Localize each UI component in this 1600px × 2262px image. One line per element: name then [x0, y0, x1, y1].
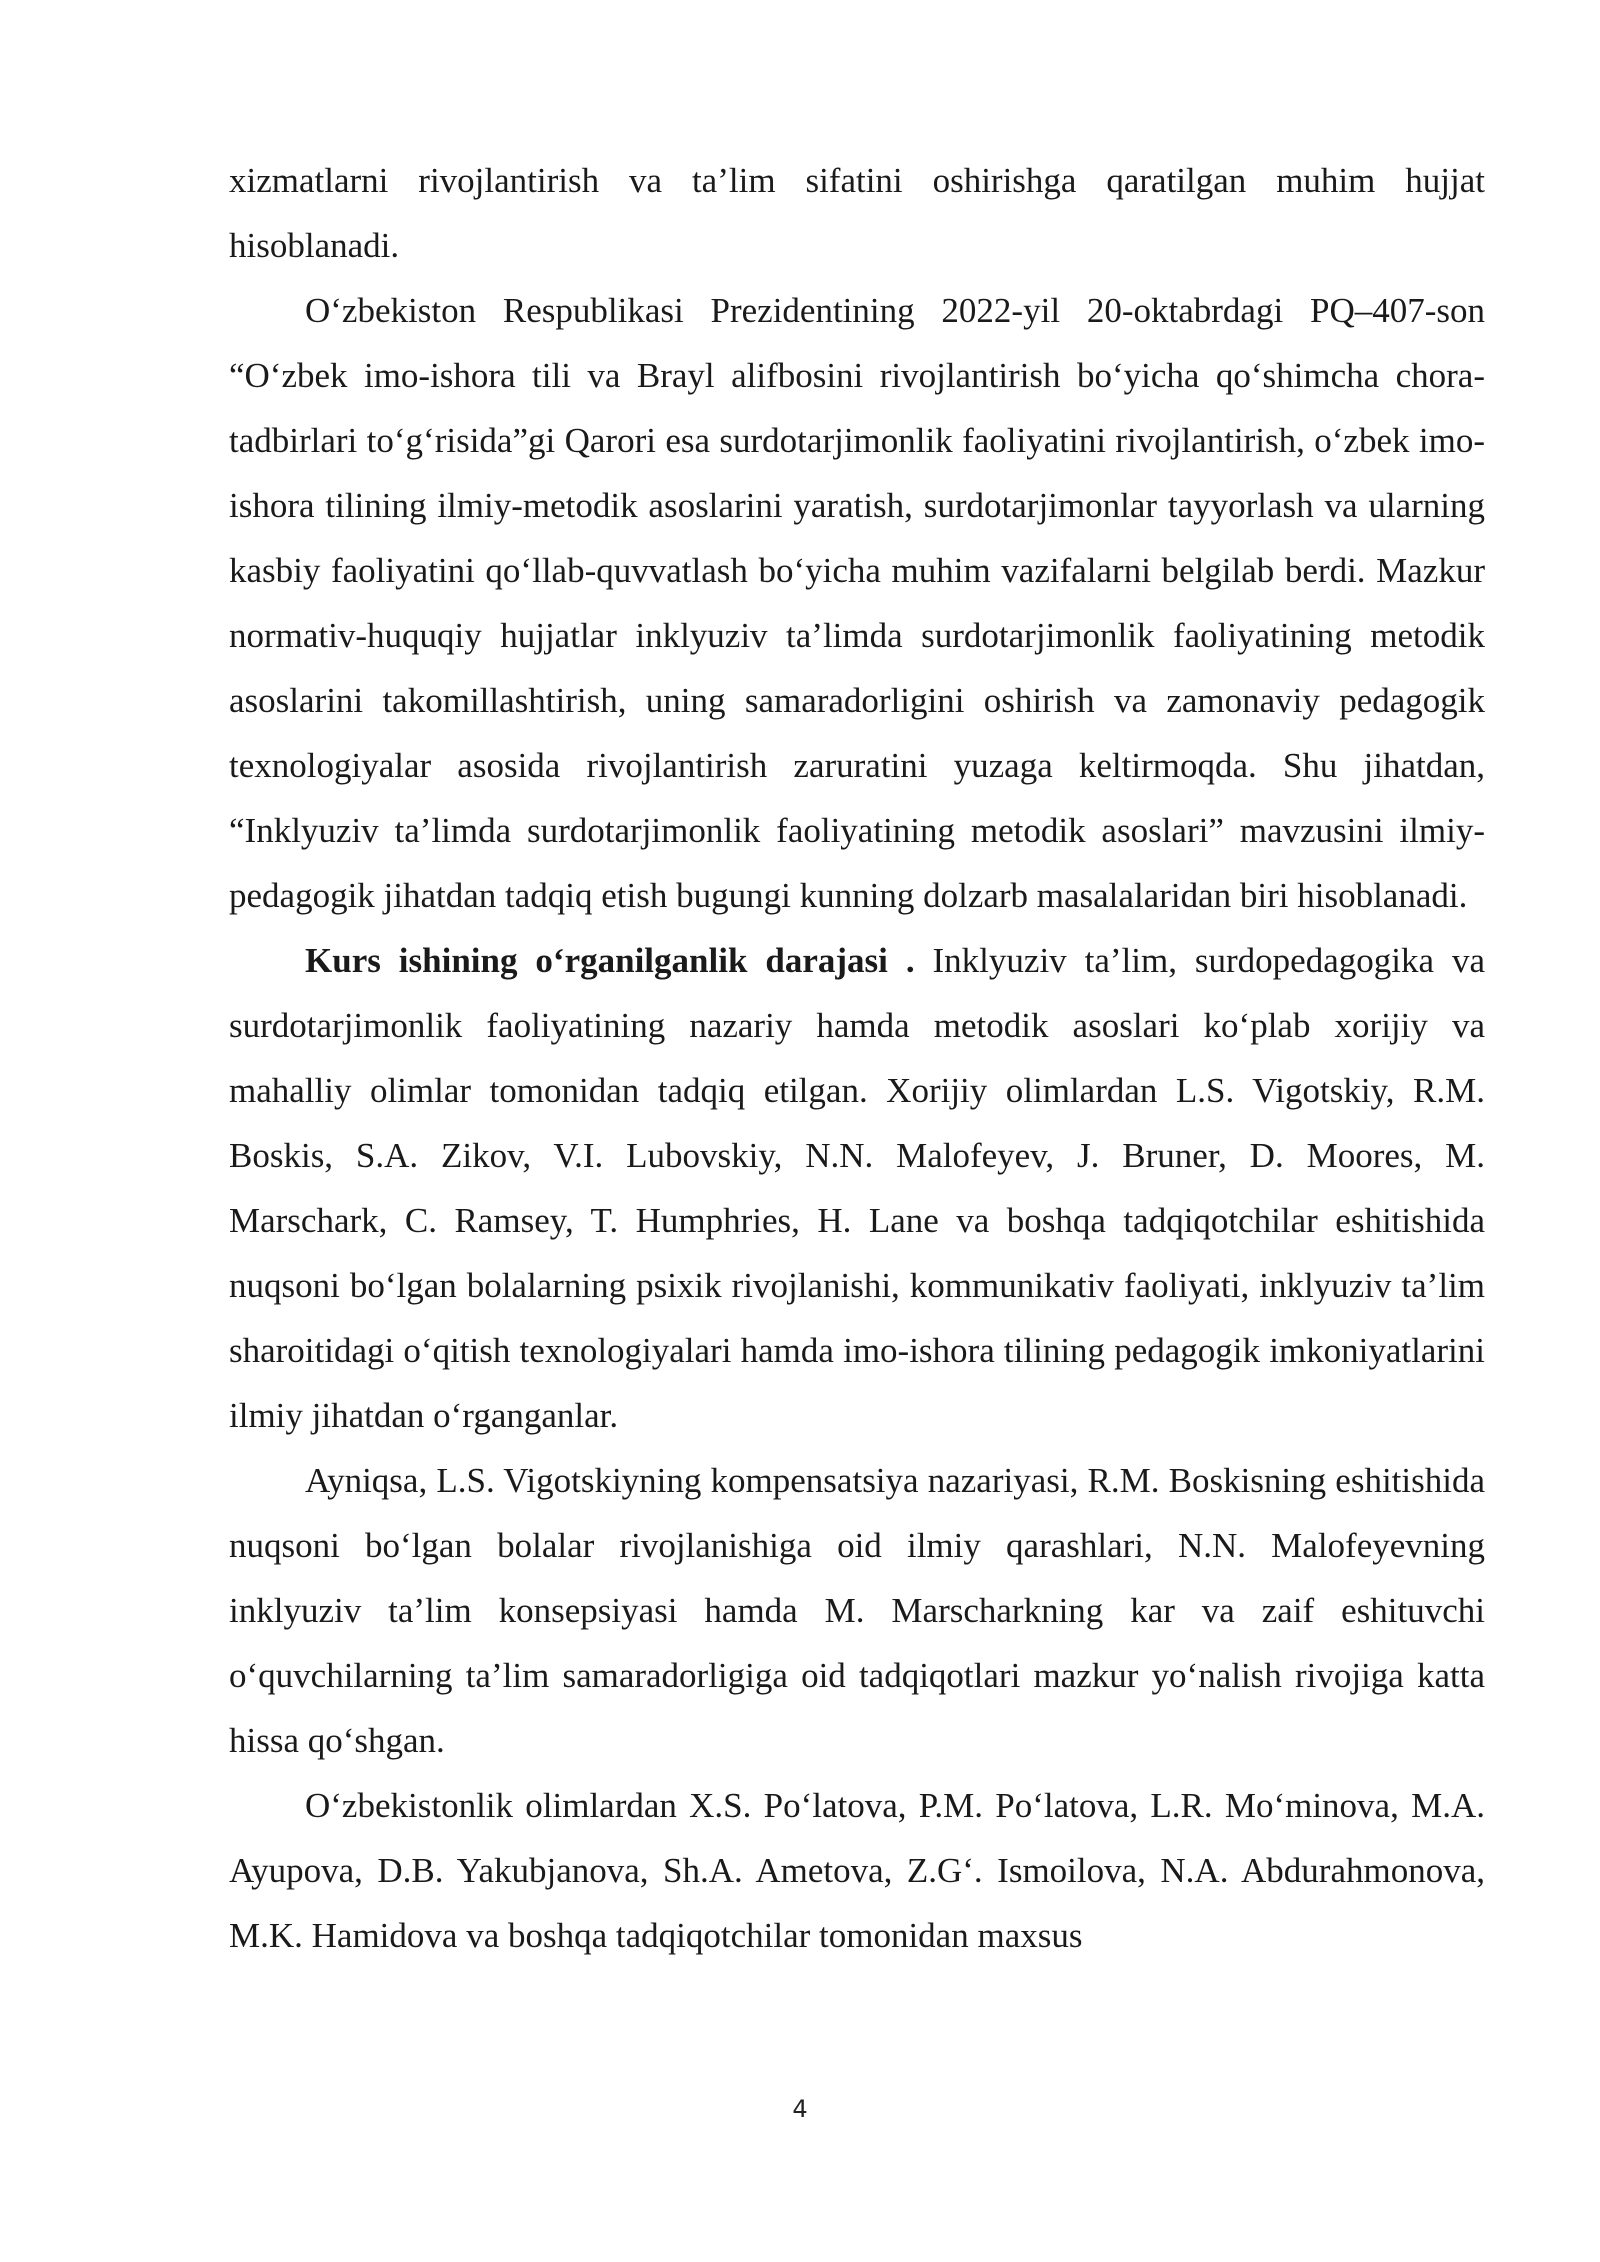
page-number: 4 [792, 2095, 808, 2123]
paragraph-text: Inklyuziv ta’lim, surdopedagogika va surdotarjimonlik faoliyatining nazariy hamda metodik asoslari ko‘plab xorijiy va mahalliy olimlar tomonidan tadqiq etilgan. Xorijiy olimlardan L.S. Vigotskiy, R.M. Boskis, S.A. Zikov, V.I. Lubovskiy, N.N. Malofeyev, J. Bruner, D. Moores, M. Marschark, C. Ramsey, T. Humphries, H. Lane va boshqa tadqiqotchilar eshitishida nuqsoni bo‘lgan bolalarning psixik rivojlanishi, kommunikativ faoliyati, inklyuziv ta’lim sharoitidagi o‘qitish texnologiyalari hamda imo-ishora tilining pedagogik imkoniyatlarini ilmiy jihatdan o‘rganganlar. [229, 941, 1485, 1435]
section-heading: Kurs ishining o‘rganilganlik darajasi . [305, 941, 915, 980]
paragraph-text: O‘zbekiston Respublikasi Prezidentining 2022-yil 20-oktabrdagi PQ–407-son “O‘zbek imo-ishora tili va Brayl alifbosini rivojlantirish bo‘yicha qo‘shimcha chora-tadbirlari to‘g‘risida”gi Qarori esa surdotarjimonlik faoliyatini rivojlantirish, o‘zbek imo-ishora tilining ilmiy-metodik asoslarini yaratish, surdotarjimonlar tayyorlash va ularning kasbiy faoliyatini qo‘llab-quvvatlash bo‘yicha muhim vazifalarni belgilab berdi. Mazkur normativ-huquqiy hujjatlar inklyuziv ta’limda surdotarjimonlik faoliyatining metodik asoslarini takomillashtirish, uning samaradorligini oshirish va zamonaviy pedagogik texnologiyalar asosida rivojlantirish zaruratini yuzaga keltirmoqda. Shu jihatdan, “Inklyuziv ta’limda surdotarjimonlik faoliyatining metodik asoslari” mavzusini ilmiy-pedagogik jihatdan tadqiq etish bugungi kunning dolzarb masalalaridan biri hisoblanadi. [229, 291, 1485, 915]
paragraph-text: Ayniqsa, L.S. Vigotskiyning kompensatsiya nazariyasi, R.M. Boskisning eshitishida nuqsoni bo‘lgan bolalar rivojlanishiga oid ilmiy qarashlari, N.N. Malofeyevning inklyuziv ta’lim konsepsiyasi hamda M. Marscharkning kar va zaif eshituvchi o‘quvchilarning ta’lim samaradorligiga oid tadqiqotlari mazkur yo‘nalish rivojiga katta hissa qo‘shgan. [229, 1461, 1485, 1760]
paragraph-foreign-scholars [229, 1448, 1485, 1773]
paragraph-uzbek-scholars [229, 1773, 1485, 1968]
paragraph-continuation [229, 148, 1485, 278]
document-body [229, 148, 1485, 1968]
paragraph-text: xizmatlarni rivojlantirish va ta’lim sifatini oshirishga qaratilgan muhim hujjat hisoblanadi. [229, 161, 1485, 265]
paragraph-text: O‘zbekistonlik olimlardan X.S. Po‘latova, P.M. Po‘latova, L.R. Mo‘minova, M.A. Ayupova, D.B. Yakubjanova, Sh.A. Ametova, Z.G‘. Ismoilova, N.A. Abdurahmonova, M.K. Hamidova va boshqa tadqiqotchilar tomonidan maxsus [229, 1786, 1485, 1955]
paragraph-presidential-decree [229, 278, 1485, 928]
paragraph-research-level [229, 928, 1485, 1448]
